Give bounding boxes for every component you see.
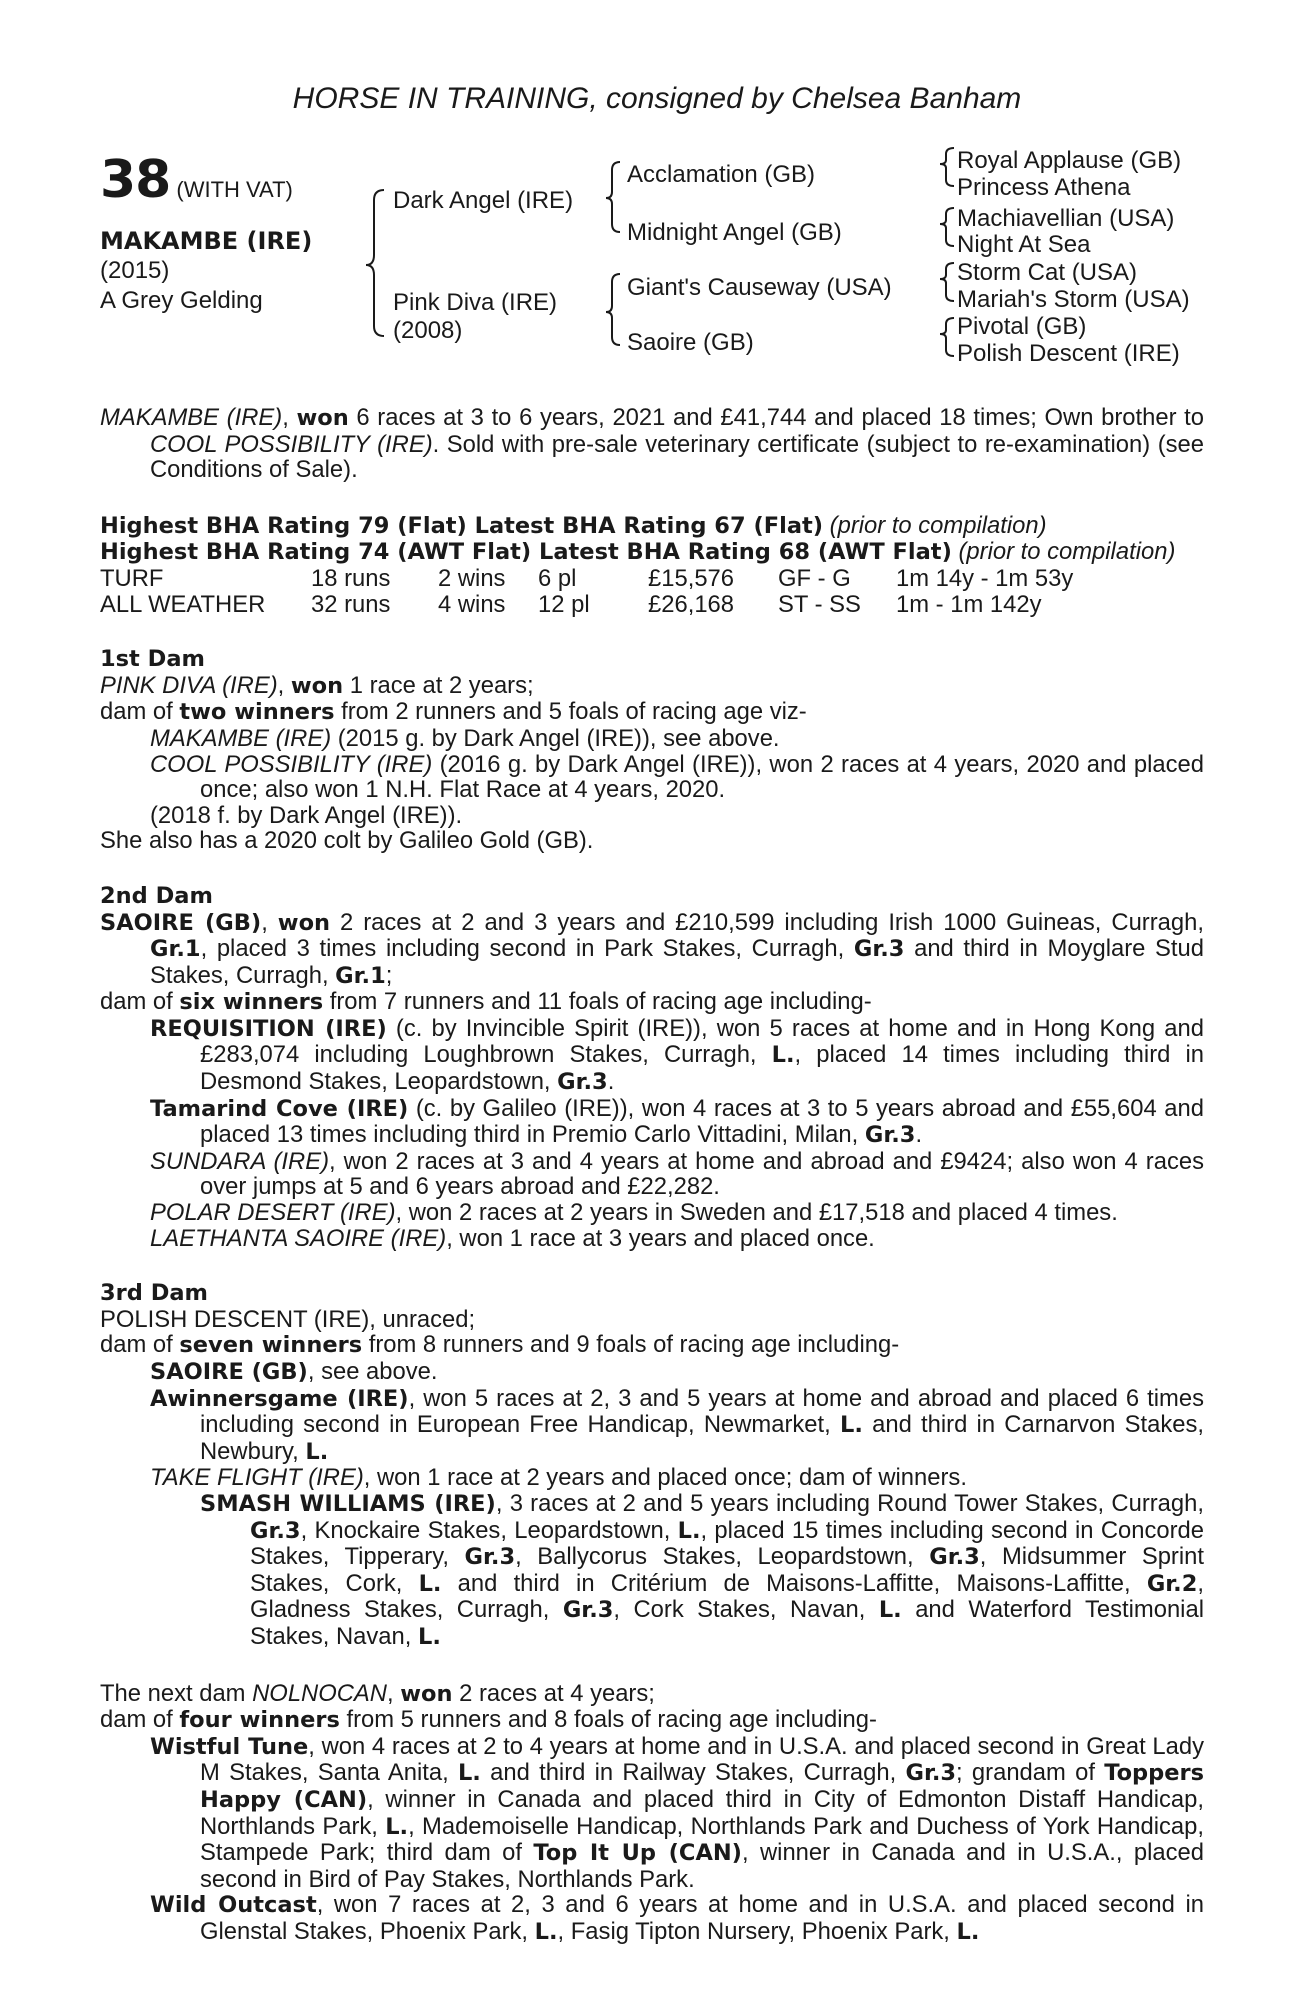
record-surface: TURF [100,564,164,592]
nextdam-runners: from 5 runners and 8 foals of racing age including- [339,1706,877,1734]
nextdam-progeny-1 [100,1734,1204,1893]
catalogue-body [100,405,1204,1945]
progeny-text: , won 1 race at 3 years and placed once. [446,1224,875,1252]
grade: L. [956,1918,980,1945]
record-placed: 12 pl [538,590,590,618]
dam2-line: SAOIRE (GB), won 2 races at 2 and 3 years and £210,599 including Irish 1000 Guineas, Curragh, Gr.1, placed 3 times including second in Park Stakes, Curragh, Gr.3 and third in Moyglare Stud Stakes, Curragh, Gr.1; [100,908,1204,989]
nextdam-produce [100,1707,1204,1734]
nextdam-text: The next dam [100,1679,253,1707]
progeny-text: , Mademoiselle Handicap, Northlands Park and Duchess of York Handicap, Stampede Park; third dam of [200,1812,1204,1867]
grade: Gr.3 [853,936,905,963]
dam3-line: POLISH DESCENT (IRE), unraced; [100,1305,476,1333]
rating-awt: Highest BHA Rating 74 (AWT Flat) Latest BHA Rating 68 (AWT Flat) [100,539,952,566]
intro-brother: COOL POSSIBILITY (IRE) [150,430,433,458]
progeny-text: , Knockaire Stakes, Leopardstown, [300,1516,678,1544]
progeny-text: (2016 g. by Dark Angel (IRE)), won 2 races at 4 years, 2020 and placed once; also won 1 N.H. Flat Race at 4 years, 2020. [200,750,1204,804]
progeny-name: SAOIRE (GB) [150,1359,308,1385]
dam2-heading: 2nd Dam [100,882,213,909]
dam1-progeny-3: (2018 f. by Dark Angel (IRE)). [150,801,463,829]
pedigree-g3-2: Princess Athena [957,174,1131,201]
nextdam-text: , [387,1679,401,1707]
dam1-progeny-1 [100,726,1204,752]
progeny-name: SUNDARA (IRE) [150,1147,330,1175]
lot-number: 38 [100,150,171,210]
grade: Gr.2 [1146,1570,1198,1597]
progeny-text: . [607,1068,615,1096]
intro-horse-name: MAKAMBE (IRE) [100,404,283,431]
grade: L. [534,1918,558,1945]
horse-description: A Grey Gelding [100,287,263,314]
pedigree-sire: Dark Angel (IRE) [393,187,574,214]
dam2-name: SAOIRE (GB) [100,909,262,936]
record-going: GF - G [778,564,851,592]
dam1-heading: 1st Dam [100,646,205,673]
progeny-text: , won 7 races at 2, 3 and 6 years at home and in U.S.A. and placed second in Glenstal Stakes, Phoenix Park, [200,1891,1204,1945]
progeny-name: POLAR DESERT (IRE) [150,1199,396,1227]
grade: Gr.3 [250,1517,301,1544]
grade: Gr.3 [929,1544,980,1571]
progeny-text: (c. by Galileo (IRE)), won 4 races at 3 to 5 years abroad and £55,604 and placed 13 times including third in Premio Carlo Vittadini, Milan, [200,1094,1204,1149]
dam2-produce [100,989,1204,1016]
dam1-runners: from 2 runners and 5 foals of racing age viz- [334,698,807,726]
progeny-text: and third in Carnarvon Stakes, Newbury, [200,1411,1204,1465]
progeny-name: COOL POSSIBILITY (IRE) [150,750,433,778]
progeny-text: , Gladness Stakes, Curragh, [250,1569,1204,1624]
progeny-text: , Midsummer Sprint Stakes, Cork, [250,1543,1204,1597]
dam3-grandprogeny [100,1491,1204,1651]
intro-paragraph: MAKAMBE (IRE), won 6 races at 3 to 6 years, 2021 and £41,744 and placed 18 times; Own brother to COOL POSSIBILITY (IRE). Sold with pre-sale veterinary certificate (subject to re-examination) (see Conditions of Sale). [100,404,1205,484]
dam2-winners: six winners [179,989,324,1016]
page-title: HORSE IN TRAINING, consigned by Chelsea Banham [292,82,1022,115]
grade: Gr.3 [864,1122,916,1149]
progeny-name: MAKAMBE (IRE) [150,724,332,752]
record-row-turf [100,566,1204,592]
record-wins: 2 wins [438,564,506,592]
horse-year: (2015) [100,257,170,284]
nextdam-won: won [400,1680,453,1707]
dam2-text: 2 races at 2 and 3 years and £210,599 including Irish 1000 Guineas, Curragh, [330,908,1204,936]
record-runs: 32 runs [311,590,391,618]
dam2-runners: from 7 runners and 11 foals of racing age including- [323,988,872,1016]
dam2-progeny-2 [100,1096,1204,1149]
progeny-text: , won 5 races at 2, 3 and 5 years at home and abroad and placed 6 times including second in European Free Handicap, Newmarket, [200,1384,1204,1439]
record-runs: 18 runs [311,564,391,592]
dam3-winners: seven winners [179,1332,363,1359]
progeny-text: , see above. [307,1358,438,1385]
progeny-text: , winner in Canada and in U.S.A., placed second in Bird of Pay Stakes, Northlands Park. [200,1839,1204,1893]
progeny-name: LAETHANTA SAOIRE (IRE) [150,1224,447,1252]
nextdam-damof: dam of [100,1706,180,1734]
progeny-name: REQUISITION (IRE) [150,1015,387,1042]
pedigree-g3-1: Royal Applause (GB) [957,147,1182,174]
rating-note-1: (prior to compilation) [829,511,1047,539]
rating-flat: Highest BHA Rating 79 (Flat) Latest BHA Rating 67 (Flat) [100,512,824,539]
progeny-name: Top It Up (CAN) [533,1840,742,1867]
rating-line-1 [100,513,1204,540]
progeny-text: , won 2 races at 3 and 4 years at home and abroad and £9424; also won 4 races over jumps at 5 and 6 years abroad and £22,282. [200,1147,1204,1201]
pedigree-dam: Pink Diva (IRE) [393,289,558,316]
grade: Gr.3 [562,1597,614,1624]
dam1-progeny-2 [100,752,1204,803]
grade: L. [771,1042,795,1069]
progeny-text: , 3 races at 2 and 5 years including Round Tower Stakes, Curragh, [495,1489,1204,1517]
progeny-text: (c. by Invincible Spirit (IRE)), won 5 races at home and in Hong Kong and £283,074 including Loughbrown Stakes, Curragh, [200,1014,1204,1069]
dam3-progeny-1 [100,1359,1204,1386]
dam2-progeny-4 [100,1200,1204,1226]
progeny-text: . [915,1121,923,1149]
progeny-text: , won 4 races at 2 to 4 years at home and in U.S.A. and placed second in Great Lady M Stakes, Santa Anita, [200,1732,1204,1787]
grade: Gr.3 [464,1544,516,1571]
dam2-damof: dam of [100,988,180,1016]
dam1-name: PINK DIVA (IRE) [100,671,278,699]
pedigree-dam-year: (2008) [393,317,463,344]
progeny-name: SMASH WILLIAMS (IRE) [200,1490,496,1517]
dam2-progeny-3 [100,1149,1204,1200]
progeny-text: , placed 15 times including second in Concorde Stakes, Tipperary, [250,1516,1204,1571]
progeny-name: TAKE FLIGHT (IRE) [150,1464,364,1492]
pedigree-sire-dam: Midnight Angel (GB) [627,219,842,246]
progeny-name: Wistful Tune [150,1733,309,1760]
dam2-progeny-5 [100,1226,1204,1252]
pedigree-dam-sire: Giant's Causeway (USA) [627,274,892,301]
record-prize: £15,576 [648,564,735,592]
record-row-allweather [100,592,1204,618]
grade: L. [305,1438,329,1465]
progeny-text: , Ballycorus Stakes, Leopardstown, [515,1543,930,1571]
dam2-text: ; [385,961,393,989]
progeny-text: and third in Railway Stakes, Curragh, [480,1759,906,1787]
pedigree-g3-5: Storm Cat (USA) [957,259,1138,286]
grade: Gr.3 [557,1069,608,1096]
record-distance: 1m - 1m 142y [896,590,1042,618]
lot-vat-label: (WITH VAT) [176,177,293,202]
grade: L. [677,1517,701,1544]
progeny-name: Awinnersgame (IRE) [150,1385,409,1412]
grade: L. [417,1623,441,1650]
dam3-heading: 3rd Dam [100,1280,208,1307]
nextdam-progeny-2 [100,1892,1204,1945]
dam3-damof: dam of [100,1331,180,1359]
grade: Gr.3 [905,1760,957,1787]
nextdam-text: 2 races at 4 years; [452,1679,655,1707]
pedigree-sire-sire: Acclamation (GB) [627,161,816,188]
grade: Gr.1 [150,936,201,963]
nextdam-name: NOLNOCAN [252,1679,387,1707]
record-distance: 1m 14y - 1m 53y [896,564,1074,592]
grade: L. [457,1760,481,1787]
horse-name: MAKAMBE (IRE) [100,227,313,255]
nextdam-line [100,1681,1204,1708]
record-surface: ALL WEATHER [100,590,266,618]
intro-text-2: . Sold with pre-sale veterinary certificate (subject to re-examination) (see Conditions of Sale). [150,430,1204,484]
dam1-produce [100,699,1204,726]
dam1-winners: two winners [179,699,335,726]
pedigree-dam-dam: Saoire (GB) [627,329,754,356]
progeny-text: (2015 g. by Dark Angel (IRE)), see above. [331,724,780,752]
progeny-text: , placed 14 times including third in Desmond Stakes, Leopardstown, [200,1041,1204,1096]
dam1-damof: dam of [100,698,180,726]
progeny-text: , winner in Canada and placed third in City of Edmonton Distaff Handicap, Northlands Park, [200,1785,1204,1840]
progeny-name: Wild Outcast [150,1892,317,1919]
nextdam-winners: four winners [179,1707,340,1734]
record-wins: 4 wins [438,590,506,618]
progeny-text: and third in Critérium de Maisons-Laffitte, Maisons-Laffitte, [441,1569,1147,1597]
pedigree-g3-6: Mariah's Storm (USA) [957,286,1190,313]
rating-line-2 [100,539,1204,566]
dam1-won: won [290,672,344,699]
pedigree-g3-8: Polish Descent (IRE) [957,340,1180,367]
dam3-progeny-3 [100,1465,1204,1491]
grade: L. [878,1597,902,1624]
grade: L. [385,1813,409,1840]
grade: L. [418,1570,442,1597]
dam2-progeny-1 [100,1016,1204,1096]
pedigree-g3-4: Night At Sea [957,231,1091,258]
progeny-text: , Fasig Tipton Nursery, Phoenix Park, [557,1917,957,1945]
dam3-produce [100,1332,1204,1359]
dam3-progeny-2 [100,1386,1204,1466]
progeny-text: , Cork Stakes, Navan, [613,1596,879,1624]
record-prize: £26,168 [648,590,735,618]
intro-text: 6 races at 3 to 6 years, 2021 and £41,744 and placed 18 times; Own brother to [348,404,1205,431]
dam2-text: , placed 3 times including second in Park Stakes, Curragh, [200,935,854,963]
progeny-name: Toppers Happy (CAN) [200,1760,1204,1813]
grade: L. [840,1412,863,1439]
dam2-won: won [277,909,331,936]
record-placed: 6 pl [538,564,577,592]
progeny-text: ; grandam of [956,1759,1105,1787]
grade: Gr.1 [335,962,386,989]
dam1-also: She also has a 2020 colt by Galileo Gold (GB). [100,827,594,855]
dam3-runners: from 8 runners and 9 foals of racing age including- [362,1331,900,1359]
record-going: ST - SS [778,590,861,618]
progeny-text: , won 2 races at 2 years in Sweden and £17,518 and placed 4 times. [395,1199,1118,1227]
dam1-line: PINK DIVA (IRE), won 1 race at 2 years; [100,671,534,699]
dam1-text: 1 race at 2 years; [343,671,534,699]
rating-note-2: (prior to compilation) [958,538,1176,566]
dam2-text: and third in Moyglare Stud Stakes, Curragh, [150,935,1204,989]
progeny-text: , won 1 race at 2 years and placed once; dam of winners. [363,1464,967,1492]
pedigree-g3-3: Machiavellian (USA) [957,205,1175,232]
progeny-text: and Waterford Testimonial Stakes, Navan, [250,1596,1204,1650]
progeny-name: Tamarind Cove (IRE) [150,1095,409,1122]
pedigree-g3-7: Pivotal (GB) [957,313,1087,340]
intro-won: won [296,405,349,431]
